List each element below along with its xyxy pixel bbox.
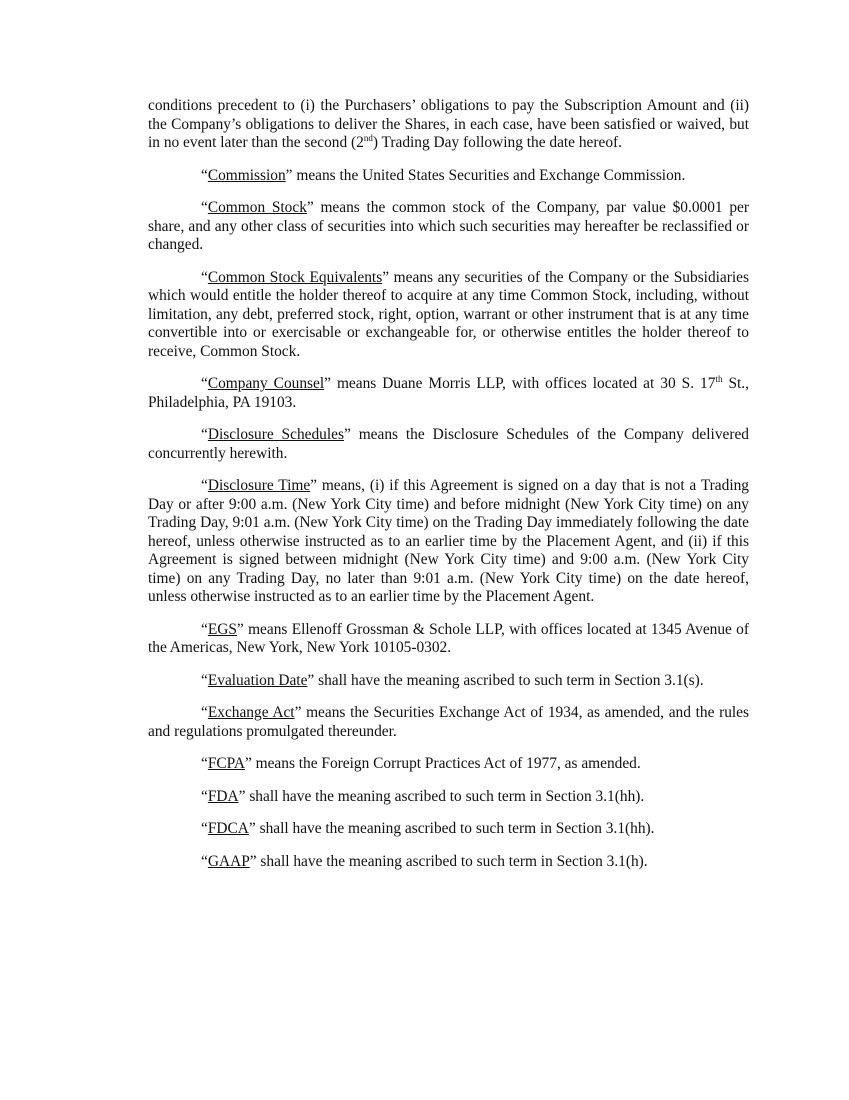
paragraph-text: ” means the Disclosure Schedules of the Company delivered concurrently herewith. bbox=[148, 426, 749, 462]
paragraph-text: ” means any securities of the Company or the Subsidiaries which would entitle the holder thereof to acquire at any time Common Stock, including, without limitation, any debt, preferred stock, right, option, warrant or other instrument that is at any time convertible into or exercisable or exchangeable for, or otherwise entitles the holder thereof to receive, Common Stock. bbox=[148, 268, 749, 360]
open-quote: “ bbox=[201, 755, 208, 772]
definition-paragraph-fda bbox=[148, 788, 749, 807]
open-quote: “ bbox=[201, 820, 208, 837]
paragraph-text: ” means the common stock of the Company, par value $0.0001 per share, and any other class of securities into which such securities may hereafter be reclassified or changed. bbox=[148, 199, 749, 253]
paragraph-text: ) Trading Day following the date hereof. bbox=[372, 134, 623, 151]
definition-paragraph-disclosure-time bbox=[148, 477, 749, 607]
paragraph-text: ” shall have the meaning ascribed to such term in Section 3.1(hh). bbox=[248, 820, 655, 837]
paragraph-text: ” means Ellenoff Grossman & Schole LLP, with offices located at 1345 Avenue of the Americas, New York, New York 10105-0302. bbox=[148, 620, 749, 656]
open-quote: “ bbox=[201, 166, 208, 184]
definition-paragraph-disclosure-schedules bbox=[148, 426, 749, 463]
ordinal-superscript: nd bbox=[363, 133, 373, 143]
defined-term: FCPA bbox=[207, 755, 245, 772]
defined-term: Common Stock bbox=[207, 199, 307, 216]
definition-paragraph-closing-date-continuation bbox=[148, 97, 749, 153]
open-quote: “ bbox=[201, 620, 208, 638]
definition-paragraph-common-stock bbox=[148, 199, 749, 255]
defined-term: Common Stock Equivalents bbox=[207, 268, 383, 286]
definition-paragraph-exchange-act bbox=[148, 704, 749, 741]
definition-paragraph-commission bbox=[148, 167, 749, 186]
open-quote: “ bbox=[201, 426, 208, 443]
defined-term: FDCA bbox=[207, 820, 249, 837]
open-quote: “ bbox=[201, 375, 208, 392]
defined-term: Evaluation Date bbox=[207, 671, 308, 689]
paragraph-text: ” shall have the meaning ascribed to such term in Section 3.1(hh). bbox=[238, 787, 645, 805]
open-quote: “ bbox=[201, 477, 208, 494]
definition-paragraph-gaap bbox=[148, 853, 749, 872]
paragraph-text-before-superscript: ” means Duane Morris LLP, with offices located at 30 S. 17 bbox=[324, 375, 716, 392]
open-quote: “ bbox=[201, 787, 208, 805]
open-quote: “ bbox=[201, 671, 208, 689]
document-page bbox=[148, 97, 749, 885]
definition-paragraph-egs bbox=[148, 621, 749, 658]
defined-term: Exchange Act bbox=[207, 704, 295, 721]
definition-paragraph-common-stock-equivalents bbox=[148, 269, 749, 362]
paragraph-text: ” means the United States Securities and Exchange Commission. bbox=[285, 166, 686, 184]
open-quote: “ bbox=[201, 852, 208, 870]
paragraph-text: ” means the Securities Exchange Act of 1934, as amended, and the rules and regulations promulgated thereunder. bbox=[148, 704, 749, 740]
defined-term: Commission bbox=[207, 166, 286, 184]
open-quote: “ bbox=[201, 704, 208, 721]
paragraph-text: St., Philadelphia, PA 19103. bbox=[148, 375, 749, 411]
paragraph-text: ” shall have the meaning ascribed to such term in Section 3.1(s). bbox=[307, 671, 704, 689]
paragraph-text: ” means the Foreign Corrupt Practices Act of 1977, as amended. bbox=[244, 755, 641, 772]
defined-term: GAAP bbox=[207, 852, 250, 870]
definition-paragraph-evaluation-date bbox=[148, 672, 749, 691]
definition-paragraph-fcpa bbox=[148, 755, 749, 774]
defined-term: FDA bbox=[207, 787, 239, 805]
open-quote: “ bbox=[201, 268, 208, 286]
defined-term: Disclosure Time bbox=[207, 477, 311, 494]
paragraph-text-before-superscript: conditions precedent to (i) the Purchasers’ obligations to pay the Subscription Amount and (ii) the Company’s obligations to deliver the Shares, in each case, have been satisfied or waived, but in no event later than the second (2 bbox=[148, 97, 749, 151]
paragraph-text: ” means, (i) if this Agreement is signed on a day that is not a Trading Day or after 9:00 a.m. (New York City time) and before midnight (New York City time) on any Trading Day, 9:01 a.m. (New York City time) on the Trading Day immediately following the date hereof, unless otherwise instructed as to an earlier time by the Placement Agent, and (ii) if this Agreement is signed between midnight (New York City time) and 9:00 a.m. (New York City time) on any Trading Day, no later than 9:01 a.m. (New York City time) on the date hereof, unless otherwise instructed as to an earlier time by the Placement Agent. bbox=[148, 477, 749, 605]
definition-paragraph-company-counsel bbox=[148, 375, 749, 412]
defined-term: Disclosure Schedules bbox=[207, 426, 344, 443]
open-quote: “ bbox=[201, 199, 208, 216]
ordinal-superscript: th bbox=[715, 374, 723, 384]
definition-paragraph-fdca bbox=[148, 820, 749, 839]
defined-term: EGS bbox=[207, 620, 237, 638]
defined-term: Company Counsel bbox=[207, 375, 325, 392]
paragraph-text: ” shall have the meaning ascribed to such term in Section 3.1(h). bbox=[249, 852, 648, 870]
